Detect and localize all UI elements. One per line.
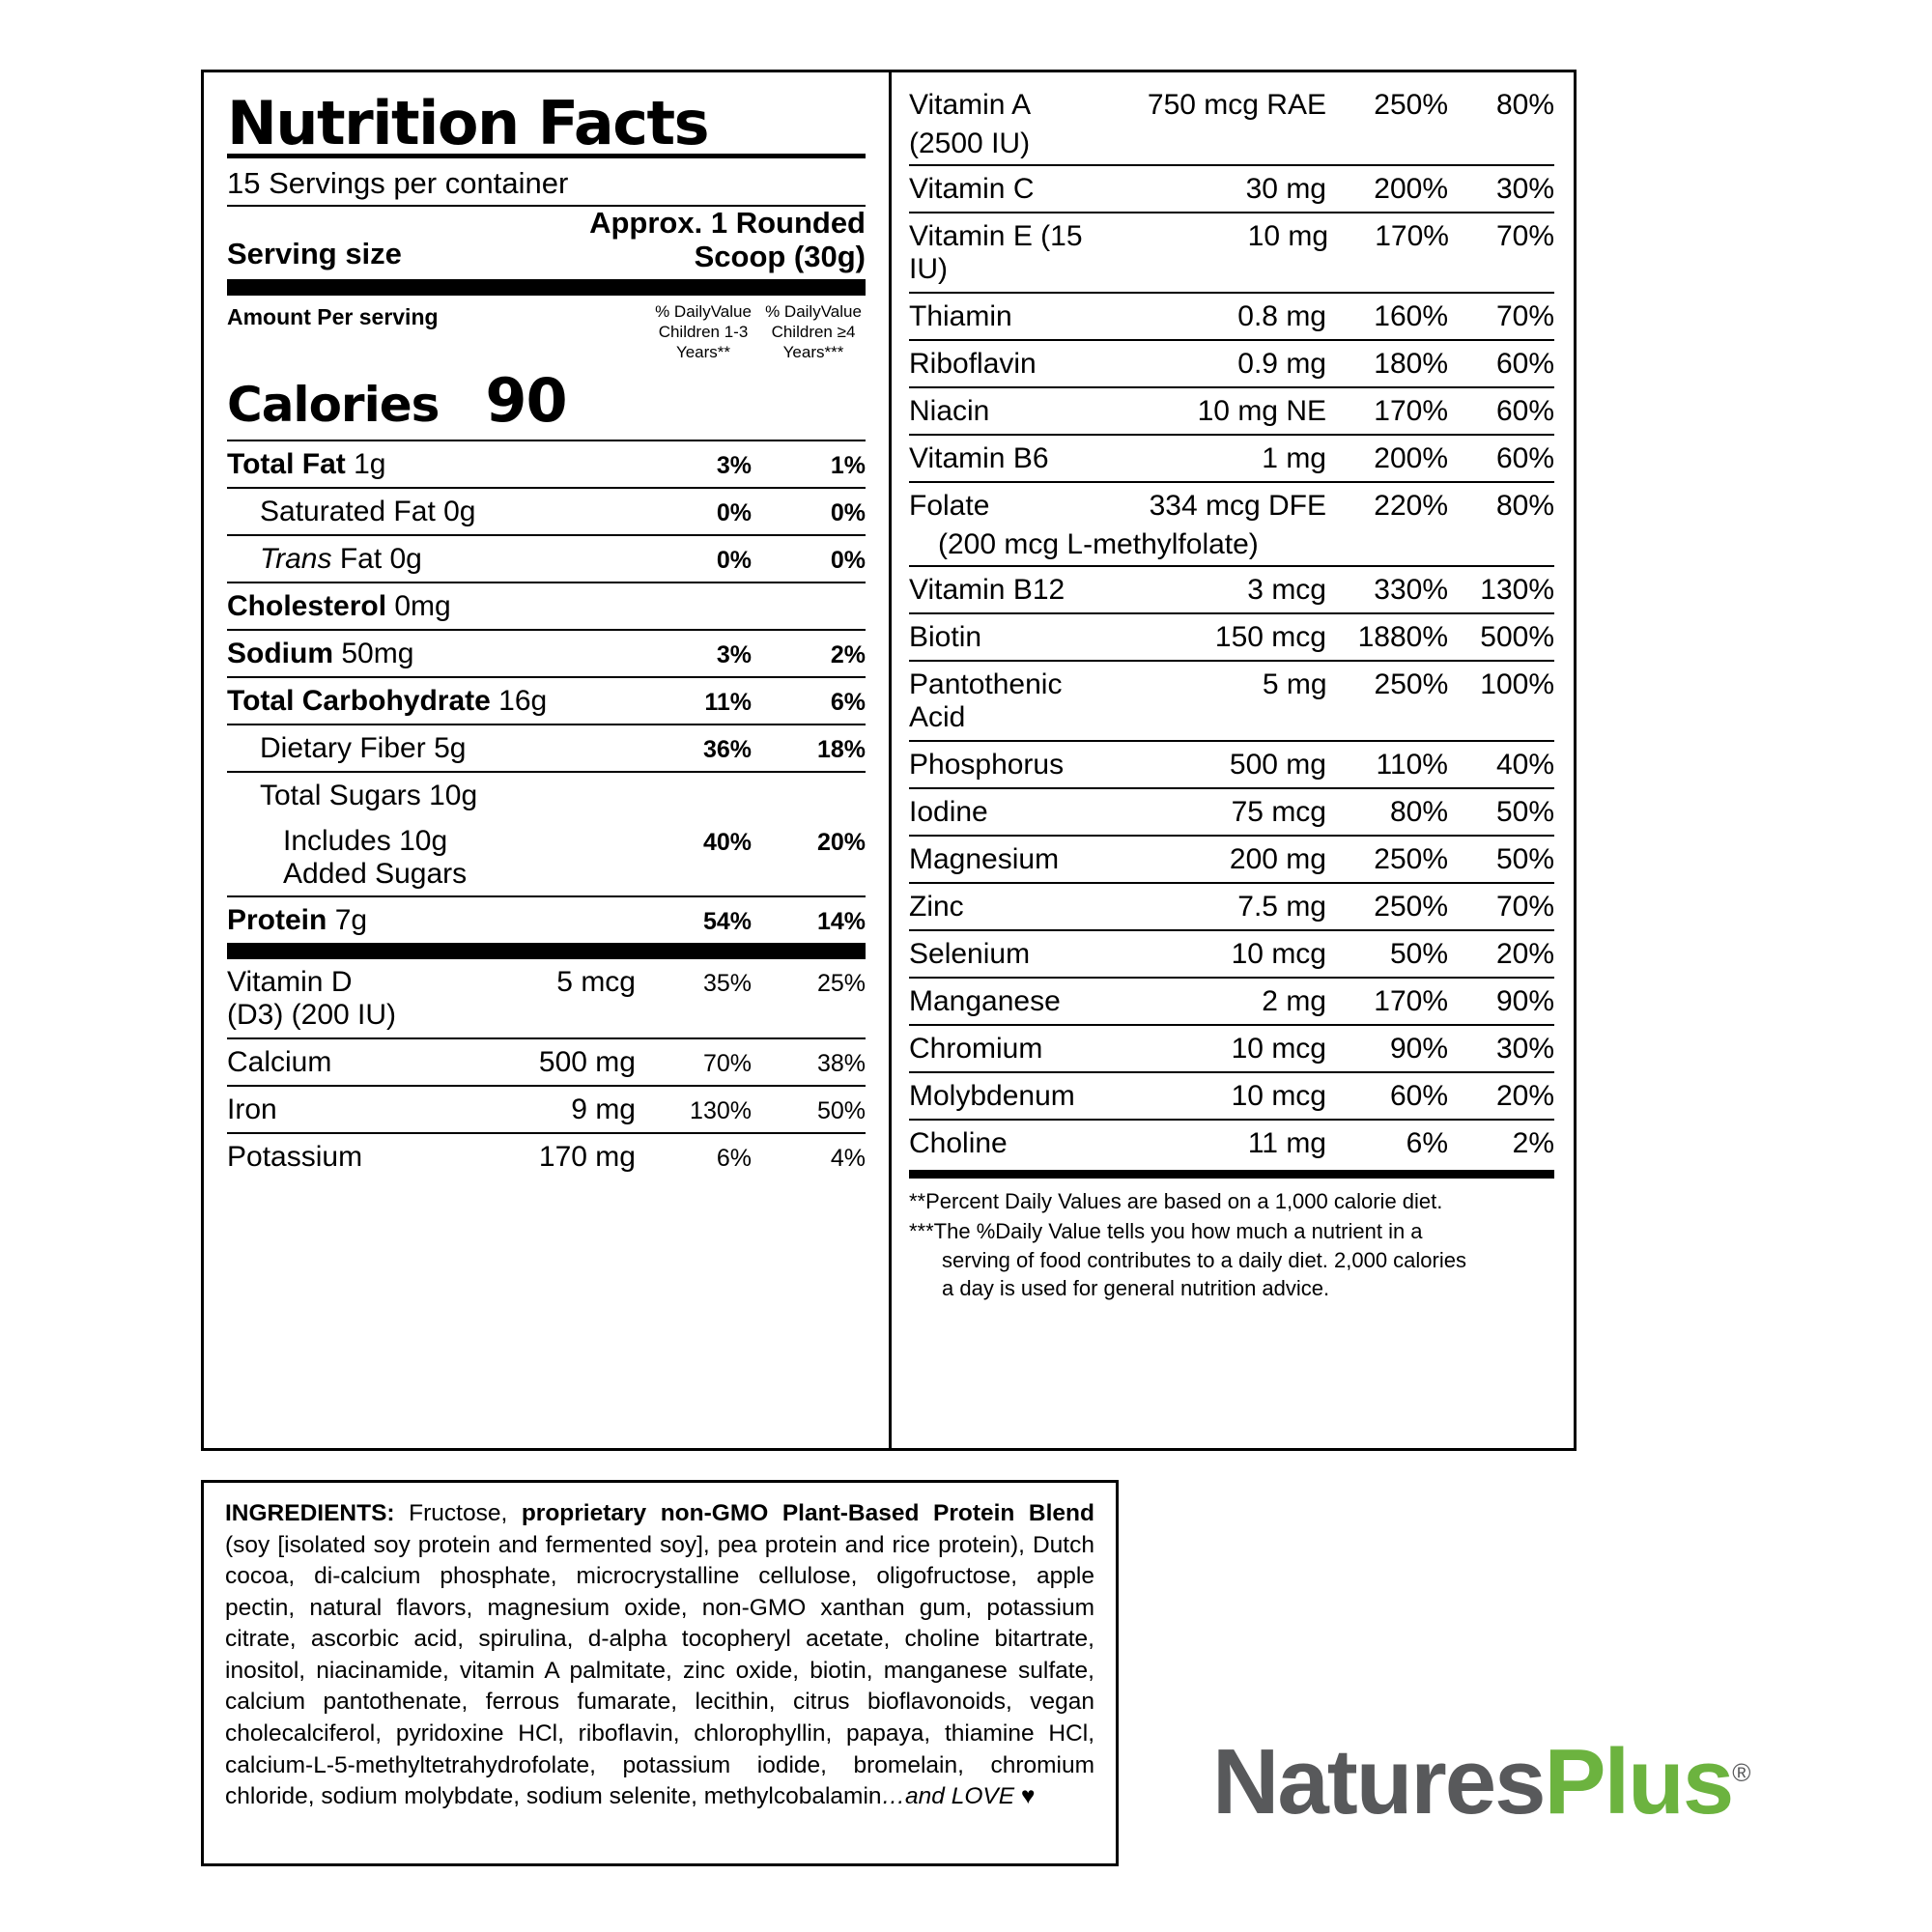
row-selenium-name: Selenium [909,938,1031,970]
serving-size-value-line1: Approx. 1 Rounded [589,206,866,240]
row-trans-fat-dv1: 0% [716,546,752,574]
row-saturated-fat [227,487,866,534]
nutrition-facts-panel [201,70,1577,1451]
row-riboflavin-amount: 0.9 mg [1237,348,1326,380]
row-folate-subline: (200 mcg L-methylfolate) [938,528,1259,560]
row-selenium-dv2: 20% [1495,938,1554,970]
amount-per-serving-label: Amount Per serving [227,304,439,330]
row-biotin-amount: 150 mcg [1214,621,1326,653]
servings-per-container: 15 Servings per container [227,166,569,200]
row-trans-fat-dv2: 0% [830,546,866,574]
row-thiamin-dv2: 70% [1495,300,1554,332]
row-vitamin-b12-amount: 3 mcg [1247,574,1326,606]
row-total-fat [227,440,866,487]
row-vitamin-e-dv2: 70% [1495,220,1554,252]
row-niacin [909,388,1554,436]
ingredients-part1: Fructose, [394,1500,522,1526]
ingredients-protein-blend: proprietary non-GMO Plant-Based Protein Blend [521,1500,1094,1526]
row-dietary-fiber-name [227,732,636,765]
protein-thick-divider [227,943,866,959]
logo-plus-text: Plus [1544,1730,1733,1833]
row-iron-name: Iron [227,1094,277,1126]
row-manganese [909,979,1554,1026]
row-sodium [227,629,866,676]
row-total-carbohydrate-nutrient: Total Carbohydrate [227,684,491,717]
row-thiamin-name: Thiamin [909,300,1012,332]
row-molybdenum-dv1: 60% [1389,1080,1448,1112]
row-total-fat-amount: 1g [354,447,386,480]
row-cholesterol-amount: 0mg [394,589,451,622]
row-total-fat-dv1: 3% [716,451,752,479]
row-total-carbohydrate-amount: 16g [498,684,548,717]
row-total-carbohydrate [227,676,866,724]
row-pantothenic-acid-dv2: 100% [1480,668,1554,700]
row-vitamin-e-name: Vitamin E (15 IU) [909,220,1083,285]
row-vitamin-d [227,959,866,1037]
row-vitamin-b6-dv1: 200% [1374,442,1448,474]
serving-size-value-line2: Scoop (30g) [694,239,866,273]
row-iodine-amount: 75 mcg [1231,796,1326,828]
row-thiamin-amount: 0.8 mg [1237,300,1326,332]
row-total-carbohydrate-dv1: 11% [704,688,752,716]
row-molybdenum [909,1073,1554,1121]
row-selenium-amount: 10 mcg [1231,938,1326,970]
row-vitamin-a-dv2: 80% [1495,89,1554,121]
ingredients-heading: INGREDIENTS: [225,1500,395,1526]
row-vitamin-b6-dv2: 60% [1495,442,1554,474]
row-sodium-nutrient: Sodium [227,637,333,669]
row-dietary-fiber [227,724,866,771]
footnotes [909,1179,1554,1302]
row-biotin-dv1: 1880% [1357,621,1448,653]
row-zinc-amount: 7.5 mg [1237,891,1326,923]
row-iodine-dv2: 50% [1495,796,1554,828]
row-calcium-dv1: 70% [702,1050,752,1078]
footnote-daily-value-line2: serving of food contributes to a daily diet. 2,000 calories [942,1248,1466,1273]
row-vitamin-d-name [227,966,520,1032]
row-vitamin-b6-name: Vitamin B6 [909,442,1049,474]
row-vitamin-d-line1: Vitamin D [227,966,353,999]
row-calcium-dv2: 38% [816,1050,866,1078]
row-vitamin-a-name: Vitamin A [909,89,1032,121]
row-potassium-name: Potassium [227,1141,363,1174]
row-riboflavin-name: Riboflavin [909,348,1037,380]
ingredients-box [201,1480,1119,1866]
row-protein [227,895,866,943]
row-vitamin-d-dv2: 25% [816,970,866,998]
row-potassium-dv1: 6% [716,1145,752,1173]
serving-size-value [589,207,866,273]
daily-value-headers [651,302,866,362]
serving-size-thick-divider [227,279,866,296]
row-added-sugars-line2: Added Sugars [283,857,468,890]
row-magnesium-dv1: 250% [1374,843,1448,875]
dv-header-1-line1: % DailyValue [655,302,752,322]
dv-header-children-4plus [761,302,866,362]
row-thiamin [909,294,1554,341]
dv-header-1-line2: Children 1-3 [658,323,749,342]
row-potassium-dv2: 4% [830,1145,866,1173]
nutrition-right-column [892,72,1574,1448]
row-added-sugars-name [227,825,636,891]
amount-per-serving-row [227,296,866,362]
row-total-carbohydrate-dv2: 6% [830,688,866,716]
row-chromium-name: Chromium [909,1033,1043,1065]
row-vitamin-d-amount: 5 mcg [556,966,636,999]
row-choline-amount: 11 mg [1247,1127,1326,1159]
row-riboflavin-dv1: 180% [1374,348,1448,380]
row-biotin-dv2: 500% [1480,621,1554,653]
row-dietary-fiber-amount: 5g [434,731,467,764]
row-riboflavin [909,341,1554,388]
row-biotin [909,614,1554,662]
row-thiamin-dv1: 160% [1374,300,1448,332]
row-vitamin-e-dv1: 170% [1375,220,1449,252]
row-cholesterol-name [227,590,636,623]
naturesplus-logo [1212,1729,1750,1835]
row-vitamin-c-amount: 30 mg [1245,173,1326,205]
nutrition-left-column [204,72,892,1448]
row-total-fat-dv2: 1% [830,451,866,479]
row-sodium-name [227,638,636,670]
row-potassium [227,1132,866,1179]
row-pantothenic-acid-name: Pantothenic Acid [909,668,1063,733]
row-vitamin-a-dv1: 250% [1374,89,1448,121]
row-protein-amount: 7g [334,904,368,937]
row-zinc-dv2: 70% [1495,891,1554,923]
row-iron-dv2: 50% [816,1097,866,1125]
row-selenium [909,931,1554,979]
row-iron-amount: 9 mg [571,1094,636,1126]
row-dietary-fiber-dv2: 18% [816,735,866,763]
row-iron-dv1: 130% [690,1097,752,1125]
row-dietary-fiber-nutrient: Dietary Fiber [260,731,426,764]
row-vitamin-c-name: Vitamin C [909,173,1035,205]
row-vitamin-b12-dv2: 130% [1480,574,1554,606]
row-calcium [227,1037,866,1085]
row-magnesium-dv2: 50% [1495,843,1554,875]
row-vitamin-a-wrap [909,82,1554,166]
row-vitamin-d-dv1: 35% [702,970,752,998]
row-trans-fat-nutrient: Trans [260,542,332,575]
row-total-sugars-nutrient: Total Sugars [260,779,421,811]
dv-header-2-line1: % DailyValue [765,302,862,322]
row-saturated-fat-name [227,496,636,528]
calories-label: Calories [227,376,440,433]
row-manganese-dv2: 90% [1495,985,1554,1017]
row-vitamin-b12-name: Vitamin B12 [909,574,1065,606]
row-chromium-dv2: 30% [1495,1033,1554,1065]
serving-size-row [227,207,866,279]
row-manganese-name: Manganese [909,985,1061,1017]
row-total-carbohydrate-name [227,685,636,718]
row-total-fat-nutrient: Total Fat [227,447,346,480]
row-manganese-dv1: 170% [1374,985,1448,1017]
row-magnesium-name: Magnesium [909,843,1060,875]
row-folate-wrap [909,483,1554,567]
row-vitamin-b12 [909,567,1554,614]
row-protein-name [227,904,636,937]
row-folate-dv2: 80% [1495,490,1554,522]
row-trans-fat-amount: Fat 0g [339,542,422,575]
row-phosphorus [909,742,1554,789]
row-vitamin-c [909,166,1554,213]
row-zinc-name: Zinc [909,891,964,923]
dv-header-children-1-3 [651,302,755,362]
row-choline [909,1121,1554,1166]
row-pantothenic-acid-dv1: 250% [1374,668,1449,700]
row-niacin-dv1: 170% [1374,395,1448,427]
row-added-sugars-dv1: 40% [702,828,752,856]
row-protein-dv2: 14% [816,908,866,936]
row-saturated-fat-nutrient: Saturated Fat [260,495,436,527]
row-total-fat-name [227,448,636,481]
row-protein-dv1: 54% [702,908,752,936]
row-calcium-amount: 500 mg [538,1046,636,1079]
row-folate-dv1: 220% [1374,490,1448,522]
row-molybdenum-amount: 10 mcg [1231,1080,1326,1112]
row-pantothenic-acid [909,662,1554,742]
row-trans-fat [227,534,866,582]
row-phosphorus-amount: 500 mg [1229,749,1326,781]
row-vitamin-e-amount: 10 mg [1247,220,1329,252]
row-niacin-amount: 10 mg NE [1197,395,1326,427]
row-vitamin-c-dv1: 200% [1374,173,1448,205]
row-total-sugars-name [227,780,636,812]
logo-natures-text: Natures [1212,1730,1545,1833]
row-vitamin-b6 [909,436,1554,483]
row-phosphorus-dv1: 110% [1376,749,1448,781]
row-zinc [909,884,1554,931]
footnote-divider [909,1170,1554,1179]
row-manganese-amount: 2 mg [1262,985,1326,1017]
row-vitamin-a-subline: (2500 IU) [909,128,1031,159]
page-title: Nutrition Facts [227,88,709,158]
row-vitamin-a-amount: 750 mcg RAE [1147,89,1326,121]
row-chromium-dv1: 90% [1389,1033,1448,1065]
registered-trademark-icon: ® [1732,1758,1751,1787]
row-calcium-name: Calcium [227,1046,332,1079]
row-vitamin-b12-dv1: 330% [1374,574,1448,606]
row-molybdenum-dv2: 20% [1495,1080,1554,1112]
footnote-children-1-3: **Percent Daily Values are based on a 1,000 calorie diet. [909,1189,1443,1213]
ingredients-tail: …and LOVE [881,1783,1021,1810]
row-folate-amount: 334 mcg DFE [1149,490,1326,522]
row-sodium-dv2: 2% [830,640,866,668]
row-phosphorus-name: Phosphorus [909,749,1065,781]
row-total-sugars [227,771,866,818]
row-pantothenic-acid-amount: 5 mg [1262,668,1327,700]
heart-icon: ♥ [1020,1783,1036,1810]
row-vitamin-e [909,213,1554,294]
calories-row [227,365,866,436]
footnote-daily-value-line3: a day is used for general nutrition advice. [942,1275,1330,1300]
row-vitamin-d-line2: (D3) (200 IU) [227,999,397,1032]
row-magnesium-amount: 200 mg [1229,843,1326,875]
row-selenium-dv1: 50% [1389,938,1448,970]
row-chromium-amount: 10 mcg [1231,1033,1326,1065]
row-added-sugars-line1: Includes 10g [283,824,448,857]
serving-size-label: Serving size [227,237,402,271]
row-added-sugars-dv2: 20% [816,828,866,856]
row-niacin-name: Niacin [909,395,990,427]
row-biotin-name: Biotin [909,621,982,653]
row-added-sugars [227,818,866,896]
row-potassium-amount: 170 mg [538,1141,636,1174]
row-trans-fat-name [227,543,636,576]
ingredients-part2: (soy [isolated soy protein and fermented soy], pea protein and rice protein), Dutch cocoa, di-calcium phosphate, microcrystalline cellulose, oligofructose, apple pectin, natural flavors, magnesium oxide, non-GMO xanthan gum, potassium citrate, ascorbic acid, spirulina, d-alpha tocopheryl acetate, choline bitartrate, inositol, niacinamide, vitamin A palmitate, zinc oxide, biotin, manganese sulfate, calcium pantothenate, ferrous fumarate, lecithin, citrus bioflavonoids, vegan cholecalciferol, pyridoxine HCl, riboflavin, chlorophyllin, papaya, thiamine HCl, calcium-L-5-methyltetrahydrofolate, potassium iodide, bromelain, chromium chloride, sodium molybdate, sodium selenite, methylcobalamin [225,1531,1094,1810]
row-cholesterol-nutrient: Cholesterol [227,589,387,622]
row-chromium [909,1026,1554,1073]
row-sodium-amount: 50mg [341,637,414,669]
row-molybdenum-name: Molybdenum [909,1080,1075,1112]
row-folate [909,483,1554,528]
row-iodine-dv1: 80% [1389,796,1448,828]
row-cholesterol [227,582,866,629]
row-choline-dv2: 2% [1512,1127,1554,1159]
row-zinc-dv1: 250% [1374,891,1448,923]
row-total-sugars-amount: 10g [429,779,478,811]
row-niacin-dv2: 60% [1495,395,1554,427]
row-protein-nutrient: Protein [227,904,327,937]
dv-header-2-line2: Children ≥4 [771,323,856,342]
row-phosphorus-dv2: 40% [1495,749,1554,781]
row-choline-name: Choline [909,1127,1008,1159]
row-saturated-fat-dv1: 0% [716,498,752,526]
row-saturated-fat-amount: 0g [443,495,476,527]
dv-header-1-line3: Years** [675,342,731,361]
row-riboflavin-dv2: 60% [1495,348,1554,380]
dv-header-2-line3: Years*** [782,342,844,361]
row-folate-name: Folate [909,490,990,522]
footnote-daily-value-line1: ***The %Daily Value tells you how much a nutrient in a [909,1218,1423,1243]
row-sodium-dv1: 3% [716,640,752,668]
row-magnesium [909,837,1554,884]
row-saturated-fat-dv2: 0% [830,498,866,526]
calories-value: 90 [485,364,567,436]
row-iodine-name: Iodine [909,796,988,828]
row-vitamin-c-dv2: 30% [1495,173,1554,205]
row-dietary-fiber-dv1: 36% [702,735,752,763]
row-vitamin-b6-amount: 1 mg [1262,442,1326,474]
row-iron [227,1085,866,1132]
row-choline-dv1: 6% [1406,1127,1448,1159]
row-iodine [909,789,1554,837]
row-vitamin-a [909,82,1554,128]
